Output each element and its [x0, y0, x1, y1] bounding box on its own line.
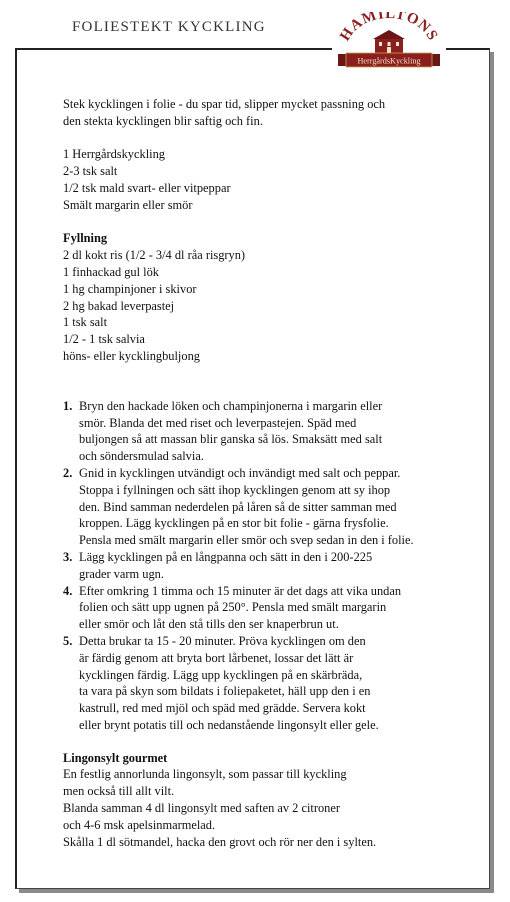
lingon-heading: Lingonsylt gourmet — [63, 750, 168, 765]
step-line: Lägg kycklingen på en långpanna och sätt in den i 200-225 — [79, 549, 373, 564]
recipe-content — [63, 96, 463, 850]
logo-bottom-text: HerrgårdsKyckling — [357, 56, 421, 66]
step-line: Pensla med smält margarin eller smör och svep sedan in den i folie. — [79, 533, 414, 548]
lingon-line: En festlig annorlunda lingonsylt, som passar till kyckling — [63, 767, 347, 782]
step-number: 3. — [63, 549, 73, 564]
intro-block — [63, 96, 463, 130]
step-line: folien och sätt upp ugnen på 250°. Pensla med smält margarin — [79, 600, 387, 615]
step-number: 2. — [63, 465, 73, 480]
step-line: Stoppa i fyllningen och sätt ihop kycklingen genom att sy ihop — [79, 482, 391, 497]
step-line: Efter omkring 1 timma och 15 minuter är det dags att vika undan — [79, 583, 402, 598]
ingredient-item: 1 Herrgårdskyckling — [63, 147, 165, 162]
filling-item: 2 dl kokt ris (1/2 - 3/4 dl råa risgryn) — [63, 248, 246, 263]
intro-line: Stek kycklingen i folie - du spar tid, slipper mycket passning och — [63, 97, 386, 111]
logo-top-text: HAMILTONS — [337, 12, 441, 44]
instruction-step — [63, 398, 463, 465]
step-line: ta vara på skyn som bildats i foliepaketet, häll upp den i en — [79, 684, 371, 699]
filling-item: 1/2 - 1 tsk salvia — [63, 332, 145, 347]
logo-graphic — [332, 12, 446, 76]
filling-heading: Fyllning — [63, 231, 108, 246]
ingredient-item: 2-3 tsk salt — [63, 164, 118, 179]
instruction-step — [63, 549, 463, 583]
step-line: eller brynt potatis till och nedanstående lingonsylt eller gele. — [79, 717, 379, 732]
step-line: Gnid in kycklingen utvändigt och invändigt med salt och peppar. — [79, 465, 401, 480]
step-line: Detta brukar ta 15 - 20 minuter. Pröva kycklingen om den — [79, 633, 366, 648]
ingredients-list — [63, 146, 463, 213]
instruction-step — [63, 583, 463, 633]
step-line: eller smör och låt den stå tills den ser knaperbrun ut. — [79, 617, 339, 632]
filling-item: 2 hg bakad leverpastej — [63, 298, 175, 313]
step-line: den. Bind samman nederdelen på låren så de sitter samman med — [79, 499, 397, 514]
step-line: grader varm ugn. — [79, 566, 164, 581]
step-line: kroppen. Lägg kycklingen på en stor bit folie - gärna frysfolie. — [79, 516, 389, 531]
lingon-line: Skålla 1 dl sötmandel, hacka den grovt och rör ner den i sylten. — [63, 834, 377, 849]
filling-item: 1 hg champinjoner i skivor — [63, 281, 197, 296]
intro-line: den stekta kycklingen blir saftig och fin. — [63, 113, 263, 128]
hamiltons-logo — [332, 12, 446, 76]
instruction-step — [63, 633, 463, 734]
step-number: 5. — [63, 633, 73, 648]
lingon-line: men också till allt vilt. — [63, 784, 175, 799]
filling-item: 1 finhackad gul lök — [63, 264, 160, 279]
instruction-steps — [63, 398, 463, 734]
step-line: kastrull, red med mjöl och späd med grädde. Servera kokt — [79, 701, 366, 716]
ingredient-item: Smält margarin eller smör — [63, 197, 193, 212]
step-number: 4. — [63, 583, 73, 598]
step-line: kycklingen färdig. Lägg upp kycklingen på en skärbräda, — [79, 667, 363, 682]
step-line: är färdig genom att bryta bort lårbenet, lossar det lätt är — [79, 650, 354, 665]
ingredient-item: 1/2 tsk mald svart- eller vitpeppar — [63, 180, 231, 195]
lingon-section — [63, 750, 463, 851]
manor-house-icon — [373, 30, 405, 53]
step-number: 1. — [63, 398, 73, 413]
instruction-step — [63, 465, 463, 549]
step-line: och söndersmulad salvia. — [79, 449, 204, 464]
filling-section — [63, 230, 463, 364]
filling-item: höns- eller kycklingbuljong — [63, 348, 200, 363]
lingon-line: Blanda samman 4 dl lingonsylt med saften av 2 citroner — [63, 801, 341, 816]
step-line: buljongen så att massan blir ganska så lös. Smaksätt med salt — [79, 432, 383, 447]
recipe-title: FOLIESTEKT KYCKLING — [66, 19, 272, 36]
lingon-line: och 4-6 msk apelsinmarmelad. — [63, 817, 216, 832]
step-line: smör. Blanda det med riset och leverpastejen. Späd med — [79, 415, 357, 430]
step-line: Bryn den hackade löken och champinjonerna i margarin eller — [79, 398, 383, 413]
filling-item: 1 tsk salt — [63, 315, 108, 330]
